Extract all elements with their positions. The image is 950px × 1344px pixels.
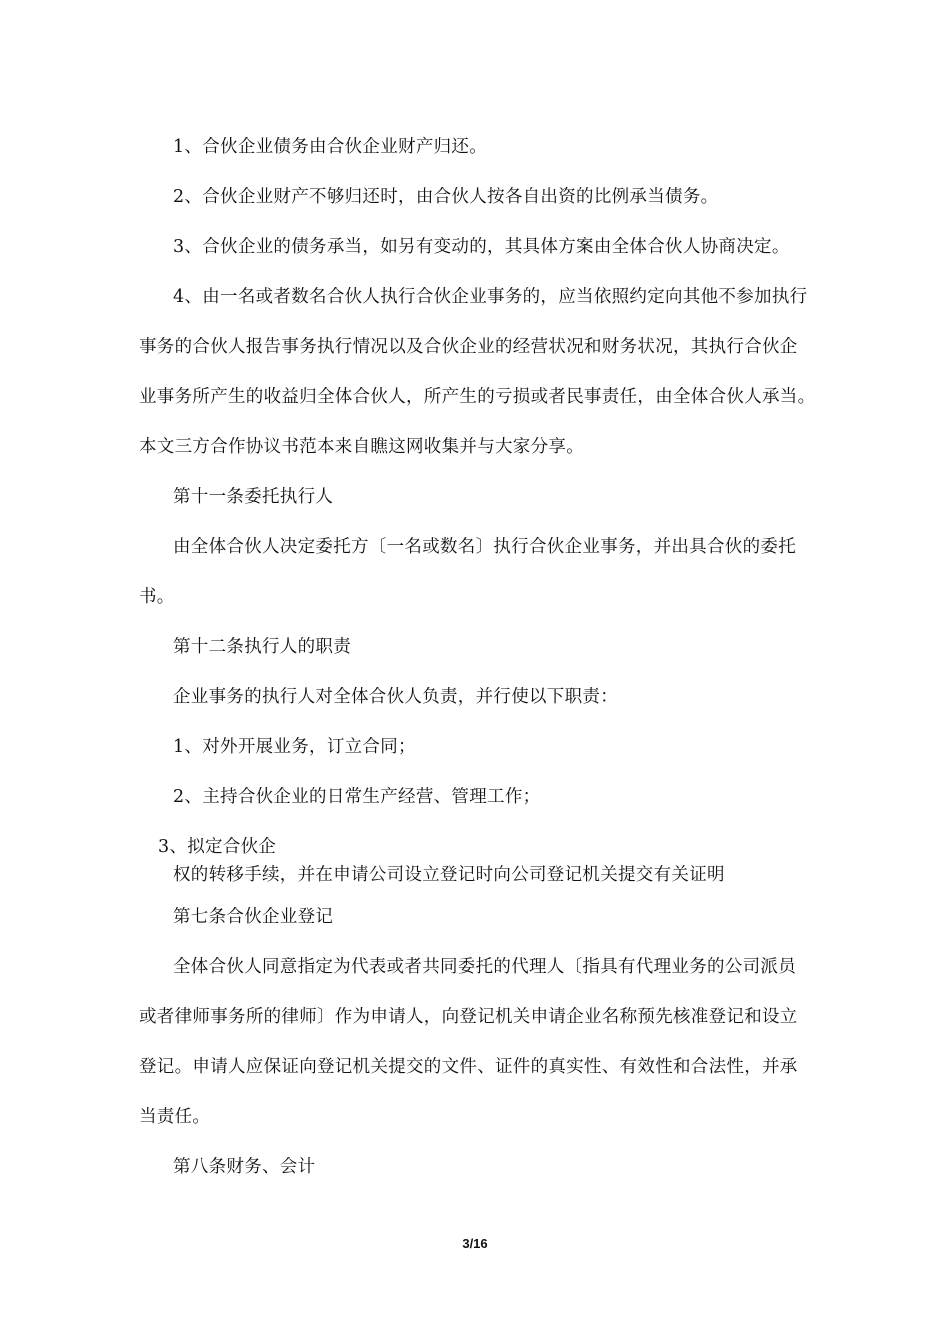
paragraph-line-4: 4、由一名或者数名合伙人执行合伙企业事务的，应当依照约定向其他不参加执行 [173, 287, 808, 307]
paragraph-line-10: 书。 [139, 587, 175, 607]
paragraph-line-18: 全体合伙人同意指定为代表或者共同委托的代理人〔指具有代理业务的公司派员 [173, 957, 796, 977]
paragraph-line-9: 由全体合伙人决定委托方〔一名或数名〕执行合伙企业事务，并出具合伙的委托 [173, 537, 796, 557]
paragraph-line-16: 权的转移手续，并在申请公司设立登记时向公司登记机关提交有关证明 [173, 865, 725, 885]
paragraph-line-1: 1、合伙企业债务由合伙企业财产归还。 [173, 137, 488, 157]
page-number: 3/16 [462, 1236, 488, 1251]
section-heading-7: 第七条合伙企业登记 [173, 907, 334, 927]
paragraph-line-2: 2、合伙企业财产不够归还时，由合伙人按各自出资的比例承当债务。 [173, 187, 719, 207]
section-heading-12: 第十二条执行人的职责 [173, 637, 351, 657]
paragraph-line-21: 当责任。 [139, 1107, 211, 1127]
list-item-1: 1、对外开展业务，订立合同； [173, 737, 416, 757]
list-item-2: 2、主持合伙企业的日常生产经营、管理工作； [173, 787, 541, 807]
section-heading-8: 第八条财务、会计 [173, 1157, 316, 1177]
paragraph-line-12: 企业事务的执行人对全体合伙人负责，并行使以下职责： [173, 687, 618, 707]
section-heading-11: 第十一条委托执行人 [173, 487, 334, 507]
paragraph-line-5: 事务的合伙人报告事务执行情况以及合伙企业的经营状况和财务状况，其执行合伙企 [139, 337, 798, 357]
paragraph-line-20: 登记。申请人应保证向登记机关提交的文件、证件的真实性、有效性和合法性，并承 [139, 1057, 798, 1077]
paragraph-line-19: 或者律师事务所的律师〕作为申请人，向登记机关申请企业名称预先核准登记和设立 [139, 1007, 798, 1027]
paragraph-line-6: 业事务所产生的收益归全体合伙人，所产生的亏损或者民事责任，由全体合伙人承当。 [139, 387, 816, 407]
paragraph-line-7: 本文三方合作协议书范本来自瞧这网收集并与大家分享。 [139, 437, 584, 457]
paragraph-line-3: 3、合伙企业的债务承当，如另有变动的，其具体方案由全体合伙人协商决定。 [173, 237, 790, 257]
list-item-3: 3、拟定合伙企 [158, 837, 277, 857]
